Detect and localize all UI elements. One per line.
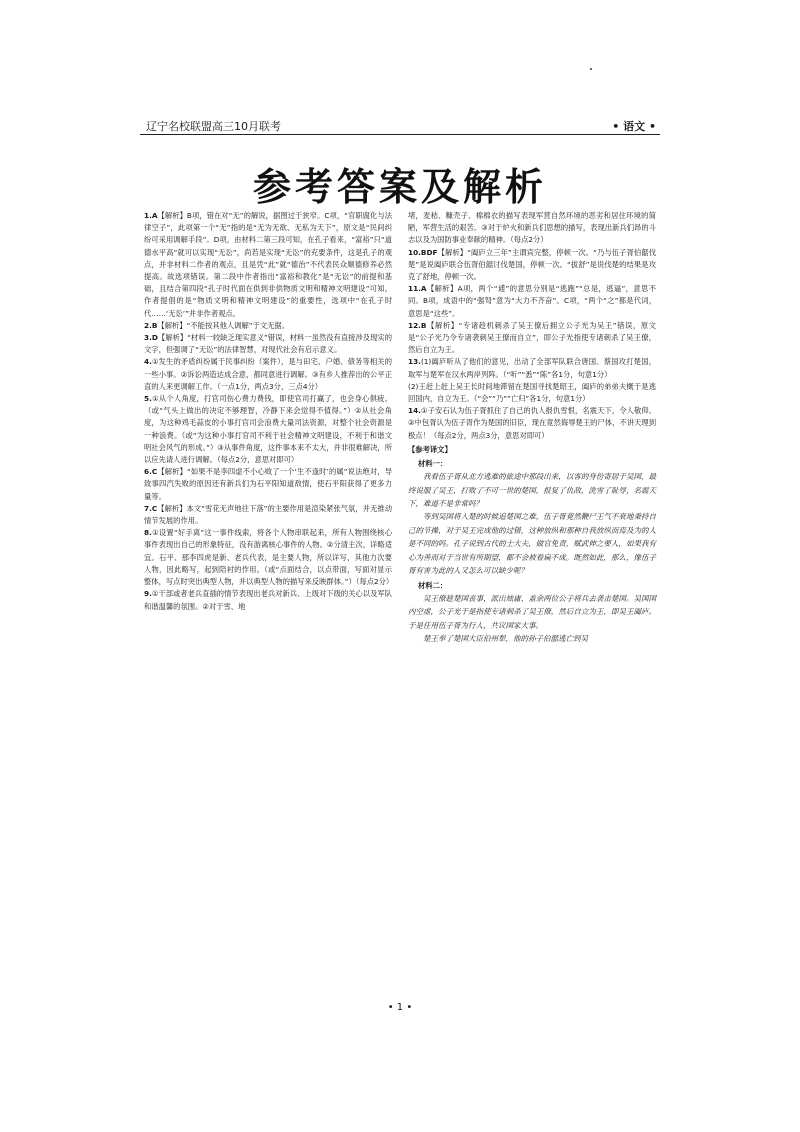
- answer-item: [408, 320, 656, 357]
- question-number: 9.: [144, 589, 152, 599]
- question-number: 4.: [144, 357, 152, 367]
- question-number: 5.: [144, 394, 152, 404]
- question-number: 14.: [408, 406, 421, 416]
- answer-item: [144, 210, 392, 320]
- answer-text: ①发生的矛盾纠纷属于民事纠纷（案件），是与田宅、户婚、债务等相关的一些小事。②诉讼两造达成合意，都同意进行调解。③有乡人推荐出的公平正直的人来更调解工作。（一点1分，两点3分，三点4分）: [144, 357, 392, 391]
- exam-header-left: 辽宁名校联盟高三10月联考: [146, 120, 281, 133]
- question-number: 1.A: [144, 211, 158, 220]
- page-title: 参考答案及解析: [252, 164, 547, 209]
- answer-item: [408, 210, 656, 247]
- answer-item: [144, 393, 392, 466]
- answer-text: 【解析】“不能按其他人调解”于文无据。: [157, 320, 290, 330]
- answer-item: [408, 405, 656, 442]
- right-column: [408, 210, 656, 645]
- page-number: • 1 •: [387, 1002, 413, 1013]
- answer-text: 【解析】“专诸趁机刺杀了吴王僚后拥立公子光为吴王”错误，原文是“公子光乃令专诸袭刺吴王僚而自立”，即公子光指使专诸刺杀了吴王僚，然后自立为王。: [408, 320, 656, 355]
- material-one-heading: 材料一：: [418, 459, 448, 469]
- answer-item: [144, 332, 392, 356]
- question-number: 2.B: [144, 320, 158, 330]
- answer-item: [408, 356, 656, 405]
- question-number: 8.: [144, 528, 152, 538]
- question-number: 11.A: [408, 284, 427, 294]
- translation-paragraph: 吴王僚趁楚国丧事，派出烛庸、盖余两位公子将兵去袭击楚国。吴国国内空虚，公子光于是指使专诸刺杀了吴王僚，然后自立为王，即吴王阖庐。于是任用伍子胥为行人，共议国家大事。: [408, 593, 656, 630]
- question-number: 12.B: [408, 320, 427, 330]
- question-number: 13.: [408, 357, 421, 367]
- translation-paragraph: 楚王奉了楚国大臣伯州犁，他的孙子伯嚭逃亡到吴: [423, 633, 588, 643]
- translation-paragraph: 等到吴国将入楚的时候追楚国之难，伍子胥竟然鞭尸王气不衰地秉持自己的节操，对于吴王完成他的过错，这种放纵和那种自我放纵而焉及为的人是不同的吗。孔子说到古代的士大夫，做官免责，赋武伸之要人，如果我有心为善而对于当世有所期望，都不会被看扁不成。既然如此，那么，像伍子胥有害为此的人又怎么可以缺少呢？: [408, 512, 656, 576]
- scan-speck: [590, 68, 592, 70]
- translation-paragraph: 我看伍子胥从北方逃难的旅途中那段出来，以客的身份寄居于吴国，最终说服了吴王，打败了不可一世的楚国，报复了仇敌，洗雪了耻辱，名震天下，难道不是非常吗？: [408, 472, 656, 509]
- answer-item: [144, 320, 392, 332]
- answer-item: [408, 283, 656, 320]
- answer-item: [408, 247, 656, 284]
- question-number: 6.C: [144, 467, 158, 477]
- answer-text: 【解析】A项，两个“逋”的意思分别是“逃跑”“总是，逃逼”，意思不同。B项，成语中的“强弩”意为“大力不齐奋”。C项，“两个“之”都是代词，意思是“这些”。: [408, 284, 656, 318]
- answer-text: 【解析】“材料一较缺乏现实意义”错误，材料一虽然没有直接涉及现实的文字，但强调了“无讼”的法律智慧，对现代社会有启示意义。: [144, 333, 392, 355]
- answer-text: ①从个人角度，打官司伤心费力费钱，即使官司打赢了，也会身心俱疲。（或“气头上做出的决定不够理智，冷静下来会觉得不值得。”）②从社会角度，为这种鸡毛蒜皮的小事打官司会浪费大量司法资源，对整个社会资源是一种浪费。（或“为这种小事打官司不利于社会精神文明建设，不利于和谐文明社会风气的形成。”）③从事件角度，这件事本来不太大，并非很难解决，所以应先请人进行调解。（每点2分，意思对即可）: [144, 394, 392, 465]
- answer-text: 【解析】“阖庐立三年”主谓宾完整，停顿一次。“乃与伍子胥伯嚭伐楚”是说阖庐联合伍胥伯嚭讨伐楚国，停顿一次。“拔舒”是说伐楚的结果是攻克了舒地，停顿一次。: [408, 247, 656, 282]
- translation-heading: 【参考译文】: [408, 444, 452, 454]
- answer-text: 【解析】“如果不是李四虚不小心败了一个‘生不逢时’的属”说法绝对，导致事四汽失败的原因还有新兵们为石平阳知道敌情，使石平阳获得了更多力量等。: [144, 467, 392, 501]
- answer-text: 【解析】本文“雪花无声地往下落”的主要作用是渲染紧张气氛，并无推动情节发展的作用。: [144, 503, 392, 526]
- left-column: [144, 210, 392, 613]
- answer-text: 堵，麦秸、糠壳子、棉棉衣的描写表现军营自然环境的恶劣和居住环境的简陋，军营生活的艰苦。③对于炉火和新兵们思想的描写，表现出新兵们昂的斗志以及为国防事业奉献的精神。（每点2分）: [408, 211, 656, 245]
- answer-item: [144, 527, 392, 588]
- answer-text: ①子安石认为伍子胥抓住了自己的仇人报仇雪恨，名震天下，令人敬仰。②中包胥认为伍子胥作为楚国的旧臣，现在竟然侮辱楚王的尸体，不讲天理到极点！（每点2分，两点3分，意思对即可）: [408, 406, 656, 440]
- subject-label: • 语文 •: [612, 120, 656, 133]
- answer-text: 【解析】B项，错在对“无”的解说，据图过于狭窄。C项，“官职腐化与法律空子”，此项第一个“无”指的是“无为无欲、无私为天下”，原文是“民间纠纷可采用调解手段”。D项，由材料二第三段可知，在孔子看来，“富裕”只“道德水平高”就可以实现“无讼”，尚若是实现“无讼”的充要条件，这是孔子的观点，并非材料二作者的观点，且是凭“此”就“德治”不代表民众顺德修养必然提高。故选项错误。第二段中作者指出“富裕和教化”是“无讼”的前提和基础，且结合第四段“孔子时代面在供到非供物质文明和精神文明建设”可知，作者提倡的是“物质文明和精神文明建设”的重要性，选项中“在孔子时代……‘无讼’”并非作者观点。: [144, 211, 392, 318]
- answer-item: [144, 588, 392, 612]
- header-divider: [140, 134, 660, 135]
- answer-item: [144, 503, 392, 527]
- question-number: 10.BDF: [408, 247, 438, 257]
- material-two-heading: 材料二：: [418, 580, 448, 590]
- question-number: 7.C: [144, 503, 158, 513]
- answer-sheet-page: [140, 112, 660, 1022]
- answer-text: (1)阖庐听从了他们的意见，出动了全部军队联合唐国、蔡国攻打楚国，取军与楚军在汉水两岸列阵。（“听”“悉”“陈”各1分，句意1分） (2)王赶上赶上吴王长时间地滞留在楚国寻找楚昭王，阖庐的弟弟夫概于是逃回国内，自立为王。（“会”“乃”“亡归”各1分，句意1分）: [408, 357, 656, 404]
- answer-text: ①设置“好手离”这一事件线索，将各个人物串联起来，所有人物围绕核心事件表现出自己的形象特征，没有游离核心事件的人物。②分清主次，详略适宜。石平、那李四虎是新、老兵代表，是主要人物，所以详写，其他力次要人物，因此略写，起到陪衬的作用。（或“点面结合，以点带面，写面对显示整体，写点时突出典型人物，并以典型人物的描写来反映群体。”）（每点2分）: [144, 528, 394, 587]
- answer-item: [144, 466, 392, 503]
- answer-text: ①干部或者老兵直插的情节表现出老兵对新兵、上级对下级的关心以及军队和谐温馨的氛围。②对于雪、地: [144, 589, 392, 611]
- answer-item: [144, 356, 392, 393]
- question-number: 3.D: [144, 333, 158, 343]
